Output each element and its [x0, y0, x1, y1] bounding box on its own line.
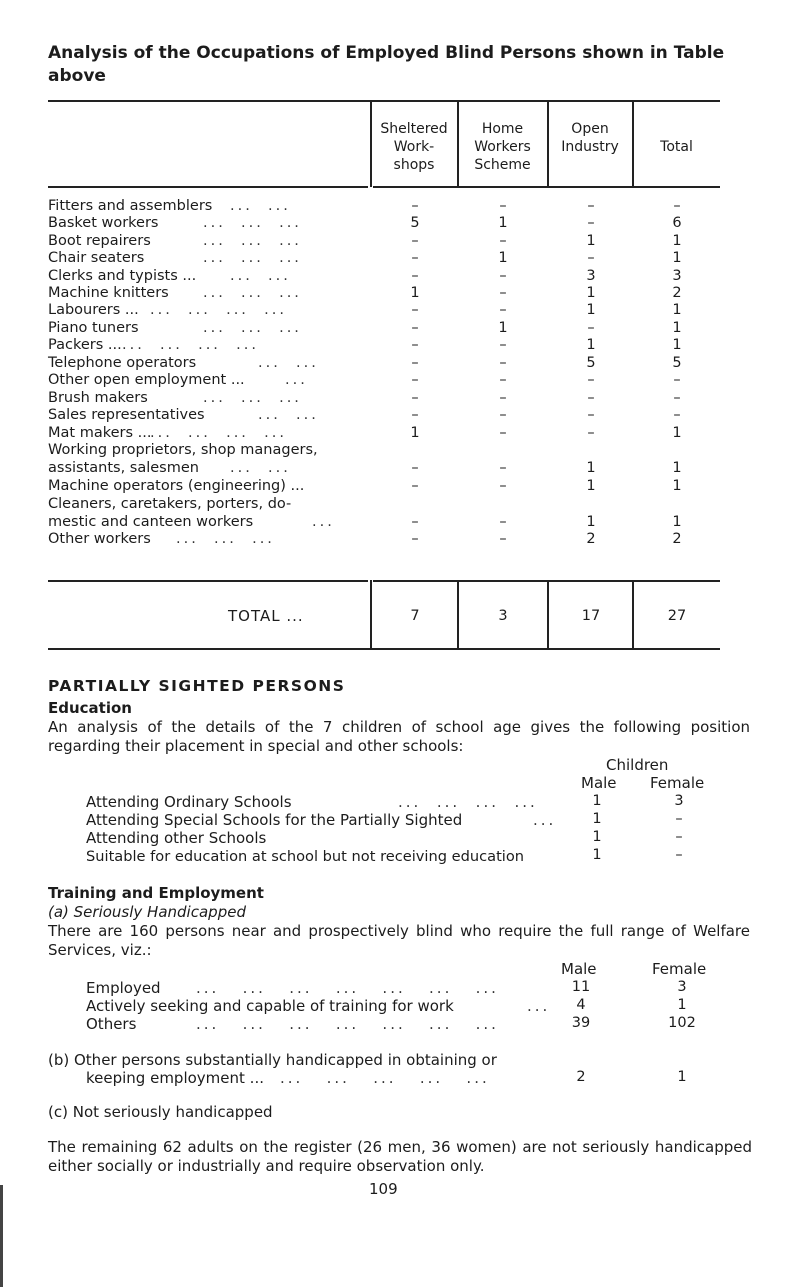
row-label: Piano tuners: [48, 320, 139, 336]
cell-value: –: [499, 372, 507, 388]
children-label: Children: [606, 756, 669, 774]
cell-value: 1: [672, 320, 682, 336]
cell-value: 1: [498, 215, 508, 231]
cell-value: 1: [672, 302, 682, 318]
row-label: Clerks and typists ...: [48, 268, 197, 284]
row-label: Other open employment ...: [48, 372, 245, 388]
cell-value: –: [411, 355, 419, 371]
cell-value: –: [499, 425, 507, 441]
row-label: Cleaners, caretakers, porters, do-: [48, 496, 292, 512]
cell-value: –: [411, 320, 419, 336]
male-label: Male: [581, 774, 617, 792]
cell-value: 5: [410, 215, 420, 231]
female-label: Female: [652, 960, 707, 978]
training-heading: Training and Employment: [48, 884, 264, 902]
cell-value: 1: [672, 337, 682, 353]
row-label: Basket workers: [48, 215, 159, 231]
cell-value: –: [499, 478, 507, 494]
leader-dots: ... ... ...: [203, 285, 302, 301]
education-row-label: Attending Special Schools for the Partially Sighted: [86, 811, 463, 829]
cell-value: 3: [586, 268, 596, 284]
cell-value: –: [411, 531, 419, 547]
row-label: Labourers ...: [48, 302, 139, 318]
cell-value: –: [411, 302, 419, 318]
cell-value: 1: [410, 285, 420, 301]
col-divider: [547, 580, 549, 648]
cell-value: 2: [586, 531, 596, 547]
leader-dots: ... ...: [258, 355, 319, 371]
cell-value: –: [587, 250, 595, 266]
total-value: 3: [498, 608, 508, 624]
row-label: Telephone operators: [48, 355, 197, 371]
education-text: An analysis of the details of the 7 children of school age gives the following position regarding their placement in special and other schools:: [48, 718, 750, 755]
leader-dots: ...: [527, 997, 551, 1015]
cell-value: –: [673, 390, 681, 406]
cell-value: –: [411, 372, 419, 388]
cell-value: 1: [672, 250, 682, 266]
training-row-label: Actively seeking and capable of training for work: [86, 997, 454, 1015]
row-label: Machine operators (engineering) ...: [48, 478, 305, 494]
training-female: 1: [677, 997, 687, 1013]
seriously-handicapped-text: There are 160 persons near and prospectively blind who require the full range of Welfare Services, viz.:: [48, 922, 750, 959]
cell-value: –: [587, 425, 595, 441]
training-female: 102: [668, 1015, 696, 1031]
leader-dots: ... ...: [258, 407, 319, 423]
cell-value: –: [499, 268, 507, 284]
cell-value: 1: [672, 478, 682, 494]
cell-value: 3: [672, 268, 682, 284]
cell-value: 1: [498, 320, 508, 336]
male-label: Male: [561, 960, 597, 978]
education-heading: Education: [48, 699, 132, 717]
leader-dots: ...: [533, 811, 557, 829]
cell-value: 5: [586, 355, 596, 371]
row-label: Chair seaters: [48, 250, 145, 266]
cell-value: –: [499, 285, 507, 301]
cell-value: –: [587, 215, 595, 231]
cell-value: 1: [498, 250, 508, 266]
cell-value: 1: [586, 514, 596, 530]
education-male: 1: [592, 793, 602, 809]
other-handicapped-text: keeping employment ...: [86, 1069, 264, 1087]
cell-value: 1: [586, 478, 596, 494]
cell-value: 1: [586, 233, 596, 249]
cell-value: –: [411, 407, 419, 423]
cell-value: –: [411, 337, 419, 353]
cell-value: 1: [586, 285, 596, 301]
row-label: Packers ...: [48, 337, 122, 353]
education-female: –: [675, 811, 683, 827]
education-row-label: Attending Ordinary Schools: [86, 793, 292, 811]
cell-value: –: [499, 531, 507, 547]
education-female: –: [675, 847, 683, 863]
training-row-label: Others: [86, 1015, 137, 1033]
cell-value: –: [411, 478, 419, 494]
education-row-label: Attending other Schools: [86, 829, 267, 847]
cell-value: –: [587, 320, 595, 336]
training-row-label: Employed: [86, 979, 161, 997]
leader-dots: ... ...: [230, 268, 291, 284]
table-top-rule: [48, 100, 720, 102]
training-male: 4: [576, 997, 586, 1013]
leader-dots: ... ... ...: [203, 215, 302, 231]
cell-value: 1: [586, 302, 596, 318]
row-label: Other workers: [48, 531, 151, 547]
cell-value: 1: [672, 425, 682, 441]
leader-dots: ...: [285, 372, 308, 388]
other-handicapped-female: 1: [677, 1069, 687, 1085]
not-seriously-handicapped-label: (c) Not seriously handicapped: [48, 1103, 273, 1121]
page-number: 109: [369, 1180, 398, 1198]
cell-value: 1: [410, 425, 420, 441]
col-divider: [632, 580, 634, 648]
training-female: 3: [677, 979, 687, 995]
cell-value: –: [499, 302, 507, 318]
cell-value: –: [411, 250, 419, 266]
total-rule-left: [48, 580, 368, 582]
cell-value: –: [499, 407, 507, 423]
cell-value: –: [499, 390, 507, 406]
closing-text: The remaining 62 adults on the register (26 men, 36 women) are not seriously handicapped either socially or industrially and require observation only.: [48, 1138, 752, 1175]
leader-dots: ... ... ...: [203, 320, 302, 336]
row-label: Boot repairers: [48, 233, 151, 249]
leader-dots: ... ... ... ...: [398, 793, 538, 811]
female-label: Femalе: [650, 774, 705, 792]
education-row-label: Suitable for education at school but not receiving education: [86, 848, 525, 865]
cell-value: –: [411, 514, 419, 530]
leader-dots: ... ... ... ... ... ... ...: [196, 1015, 499, 1033]
leader-dots: ... ... ... ... ... ... ...: [196, 979, 499, 997]
education-male: 1: [592, 847, 602, 863]
section-heading: PARTIALLY SIGHTED PERSONS: [48, 677, 346, 695]
total-value: 17: [581, 608, 601, 624]
row-label: Mat makers ...: [48, 425, 152, 441]
leader-dots: ...: [312, 514, 335, 530]
education-female: 3: [674, 793, 684, 809]
header-rule-left: [48, 186, 368, 188]
education-male: 1: [592, 829, 602, 845]
row-label: mestic and canteen workers: [48, 514, 254, 530]
cell-value: 1: [672, 514, 682, 530]
total-value: 7: [410, 608, 420, 624]
cell-value: –: [499, 198, 507, 214]
cell-value: –: [499, 355, 507, 371]
row-label: Brush makers: [48, 390, 148, 406]
cell-value: 2: [672, 531, 682, 547]
cell-value: 1: [586, 337, 596, 353]
leader-dots: ... ... ...: [203, 390, 302, 406]
cell-value: –: [499, 233, 507, 249]
leader-dots: ... ... ... ... ...: [280, 1069, 490, 1087]
row-label: Machine knitters: [48, 285, 169, 301]
leader-dots: ... ... ...: [176, 531, 275, 547]
leader-dots: ... ... ...: [203, 233, 302, 249]
seriously-handicapped-label: (a) Seriously Handicapped: [48, 903, 246, 921]
cell-value: –: [673, 407, 681, 423]
row-label: Fitters and assemblers: [48, 198, 213, 214]
training-male: 39: [571, 1015, 591, 1031]
cell-value: –: [411, 198, 419, 214]
cell-value: 1: [672, 233, 682, 249]
row-label: Working proprietors, shop managers,: [48, 442, 318, 458]
row-label: assistants, salesmen: [48, 460, 199, 476]
cell-value: –: [587, 390, 595, 406]
leader-dots: ... ...: [230, 198, 291, 214]
cell-value: –: [673, 372, 681, 388]
cell-value: –: [673, 198, 681, 214]
cell-value: 6: [672, 215, 682, 231]
header-total: Total: [660, 139, 693, 155]
row-label: Sales representatives: [48, 407, 205, 423]
cell-value: –: [411, 460, 419, 476]
other-handicapped-text: (b) Other persons substantially handicapped in obtaining or: [48, 1051, 497, 1069]
education-male: 1: [592, 811, 602, 827]
page-edge: [0, 1185, 3, 1287]
cell-value: –: [411, 390, 419, 406]
cell-value: 1: [586, 460, 596, 476]
cell-value: 5: [672, 355, 682, 371]
cell-value: –: [499, 514, 507, 530]
total-label: TOTAL ...: [228, 607, 304, 625]
cell-value: –: [587, 372, 595, 388]
cell-value: –: [499, 337, 507, 353]
leader-dots: ... ... ... ...: [122, 337, 259, 353]
education-female: –: [675, 829, 683, 845]
leader-dots: ... ...: [230, 460, 291, 476]
cell-value: 1: [672, 460, 682, 476]
other-handicapped-male: 2: [576, 1069, 586, 1085]
leader-dots: ... ... ... ...: [150, 302, 287, 318]
header-open-industry: Open Industry: [561, 121, 619, 155]
cell-value: –: [499, 460, 507, 476]
leader-dots: ... ... ...: [203, 250, 302, 266]
training-male: 11: [571, 979, 591, 995]
cell-value: 2: [672, 285, 682, 301]
cell-value: –: [411, 268, 419, 284]
header-sheltered-workshops: Sheltered Work- shops: [380, 121, 448, 173]
col-divider: [457, 580, 459, 648]
col-divider: [370, 580, 372, 648]
cell-value: –: [411, 233, 419, 249]
leader-dots: ... ... ... ...: [150, 425, 287, 441]
cell-value: –: [587, 407, 595, 423]
cell-value: –: [587, 198, 595, 214]
table-bottom-rule: [48, 648, 720, 650]
page-title: Analysis of the Occupations of Employed Blind Persons shown in Table above: [48, 43, 725, 86]
total-value: 27: [667, 608, 687, 624]
header-home-workers: Home Workers Scheme: [474, 121, 531, 173]
